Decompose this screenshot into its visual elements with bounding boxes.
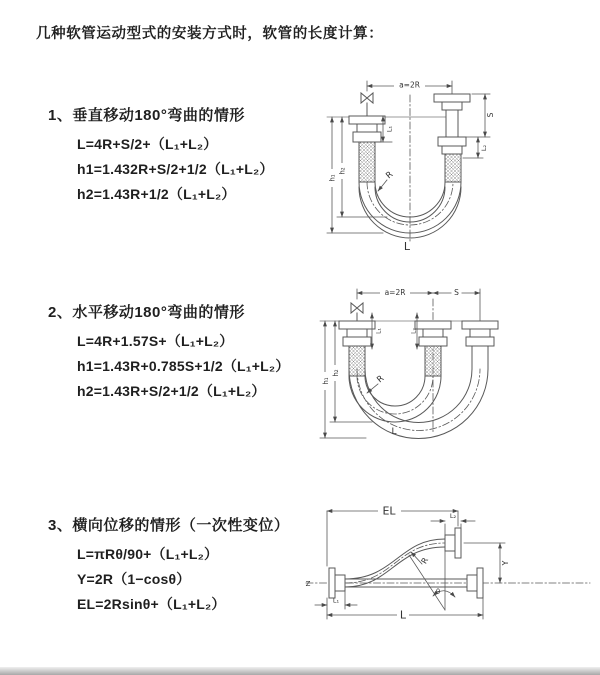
dim-label-l2: L₂ <box>449 512 457 520</box>
diagram-vertical-180-bend <box>315 73 590 255</box>
formula-line: h1=1.43R+0.785S+1/2（L₁+L₂） <box>77 358 290 374</box>
dim-label-theta: θ <box>435 588 441 596</box>
formula-line: h2=1.43R+1/2（L₁+L₂） <box>77 186 236 202</box>
dim-label-l1: L₁ <box>375 328 383 334</box>
hose-outline <box>349 346 488 439</box>
dim-label-r: R <box>419 556 431 566</box>
angle-construction <box>409 551 455 610</box>
dim-label-s: S <box>486 112 495 118</box>
formula-line: h2=1.43R+S/2+1/2（L₁+L₂） <box>77 383 266 399</box>
dimension-lines <box>315 511 505 619</box>
formula-line: L=4R+S/2+（L₁+L₂） <box>77 136 218 152</box>
dim-label-a2r: a=2R <box>384 288 406 297</box>
dim-label-r: R <box>375 373 387 386</box>
dim-label-l: L <box>399 608 407 622</box>
braided-hose-section <box>425 346 441 376</box>
dim-label-z: Z <box>305 580 311 588</box>
formula-line: L=πRθ/90+（L₁+L₂） <box>77 546 219 562</box>
flange-fitting <box>462 321 498 346</box>
dimension-lines <box>327 81 490 233</box>
section-2-heading: 2、水平移动180°弯曲的情形 <box>48 304 245 321</box>
dim-label-l: L <box>391 427 397 437</box>
flange-fitting <box>329 568 345 598</box>
flange-fitting <box>349 116 385 142</box>
braided-hose-section <box>359 142 375 182</box>
dim-label-y: Y <box>501 560 510 566</box>
dim-label-l1: L₁ <box>385 125 394 133</box>
formula-line: EL=2Rsinθ+（L₁+L₂） <box>77 596 226 612</box>
section-horizontal-movement <box>48 303 328 409</box>
flange-fitting <box>434 94 470 154</box>
dim-label-h1: h₁ <box>328 174 337 182</box>
section-1-heading: 1、垂直移动180°弯曲的情形 <box>48 107 245 124</box>
diagram-horizontal-180-bend <box>308 281 593 463</box>
center-line <box>320 299 463 433</box>
dim-label-h1: h₁ <box>322 377 330 385</box>
section-lateral-displacement <box>48 516 328 622</box>
page-title: 几种软管运动型式的安装方式时，软管的长度计算： <box>36 26 384 42</box>
braided-hose-section <box>445 154 461 182</box>
valve-icon <box>351 303 363 321</box>
dim-label-a2r: a=2R <box>399 80 420 90</box>
formula-line: h1=1.432R+S/2+1/2（L₁+L₂） <box>77 161 274 177</box>
dim-label-h2: h₂ <box>332 369 340 377</box>
dimension-lines <box>320 289 480 438</box>
dim-label-l1: L₁ <box>332 596 340 605</box>
flange-fitting <box>339 321 375 346</box>
dim-label-l2: L₂ <box>410 328 418 334</box>
flange-fitting <box>467 568 483 598</box>
flange-fitting <box>445 528 461 558</box>
formula-line: L=4R+1.57S+（L₁+L₂） <box>77 333 234 349</box>
dim-label-s: S <box>454 288 459 297</box>
section-3-heading: 3、横向位移的情形（一次性变位） <box>48 517 290 534</box>
dim-label-r: R <box>384 169 396 182</box>
dim-label-el: EL <box>382 504 396 518</box>
braided-hose-section <box>349 346 365 376</box>
diagram-lateral-displacement <box>298 498 598 640</box>
dim-label-l: L <box>403 240 411 253</box>
section-vertical-movement <box>48 106 328 212</box>
formula-line: Y=2R（1−cosθ） <box>77 571 191 587</box>
page-edge-shadow <box>0 667 600 675</box>
valve-icon <box>361 93 373 116</box>
dim-label-h2: h₂ <box>338 167 347 175</box>
dim-label-l2: L₂ <box>480 144 488 152</box>
flange-fitting <box>415 321 451 346</box>
